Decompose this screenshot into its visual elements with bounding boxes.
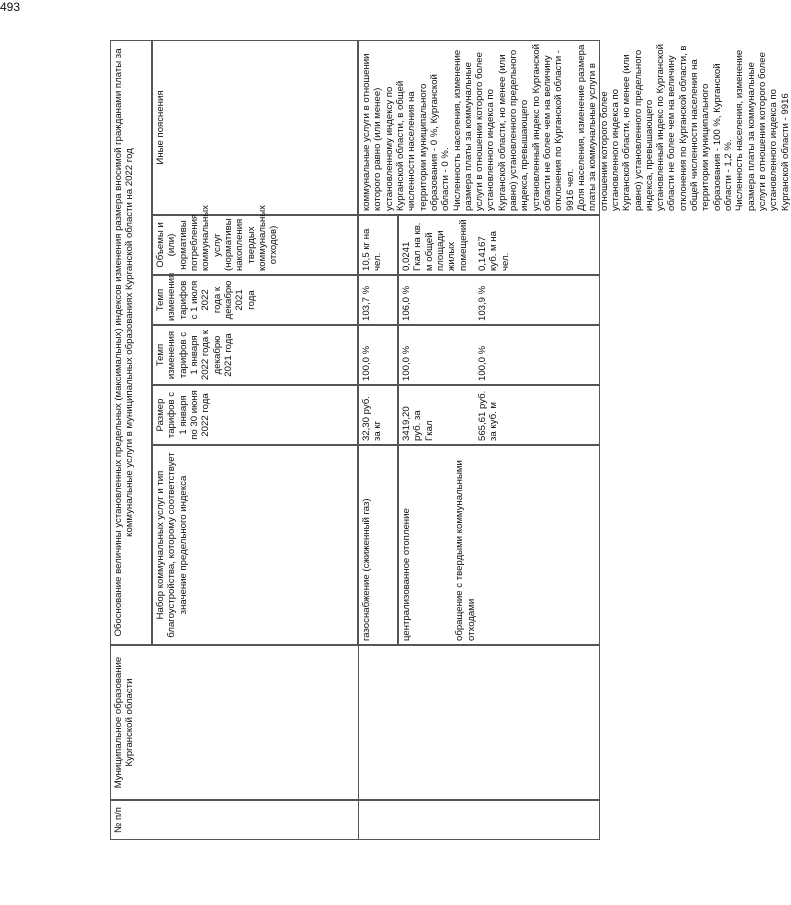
header-number: № п/п [110, 800, 600, 840]
header-municipality: Муниципальное образование Курганской области [110, 645, 600, 800]
row1-volume: 10,5 кг на чел. [358, 215, 398, 275]
justification-table [110, 40, 791, 840]
row2-volume: 0,0241 Гкал на кв. м общей площади жилых помещений [401, 219, 469, 271]
row2-3-rate-jul [398, 275, 600, 325]
header-group-title: Обоснование величины установленных предельных (максимальных) индексов изменения размера вносимой гражданами платы за коммунальные услуги в муниципальных образованиях Курганской области на 2022 год [110, 40, 152, 645]
header-rate-jan: Темп изменения тарифов с 1 января 2022 года к декабрю 2021 года [152, 325, 358, 385]
header-notes: Иные пояснения [152, 40, 358, 215]
body-number [358, 800, 600, 840]
row3-tariff-size: 565,61 руб. за куб. м [476, 390, 500, 441]
row1-rate-jul: 103,7 % [358, 275, 398, 325]
header-service: Набор коммунальных услуг и тип благоустройства, которому соответствует значение предельного индекса [152, 445, 358, 645]
row3-rate-jul: 103,9 % [477, 285, 489, 321]
row2-3-service [398, 445, 600, 645]
row3-rate-jan: 100,0 % [477, 345, 489, 381]
row1-service: газоснабжение (сжиженный газ) [358, 445, 398, 645]
row1-tariff-size: 32,30 руб. за кг [358, 385, 398, 445]
notes-paragraph-3: Доля населения, изменение размера платы за коммунальные услуги в отношении которого более установленного индекса по Курганской области, но менее (или равно) установленного предельного индекса, превышающего установленный индекс по Курганской области не более чем на величину отклонения по Курганской области, в общей численности населения на территории муниципального образования - 100 %, Курганской области - 1,2 %. [575, 44, 734, 211]
rotated-page [110, 40, 791, 860]
page-number: 493 [0, 0, 21, 14]
notes-paragraph-1: коммунальные услуги в отношении которого равно (или менее) установленному индексу по Курганской области, в общей численности населения на территории муниципального образования - 0 %, Курганской области - 0 %. [361, 53, 452, 211]
row3-service: обращение с твердыми коммунальными отходами [454, 460, 477, 641]
row3-volume: 0,14167 куб. м на чел. [476, 231, 511, 271]
header-rate-jul: Темп изменения тарифов с 1 июля 2022 года к декабрю 2021 года [152, 275, 358, 325]
row2-3-tariff-size [398, 385, 600, 445]
row2-3-rate-jan [398, 325, 600, 385]
body-municipality [358, 645, 600, 800]
notes-cell [358, 40, 791, 215]
row2-3-volume [398, 215, 600, 275]
row2-tariff-size: 3419,20 руб. за Гкал [401, 406, 435, 441]
row2-rate-jan: 100,0 % [401, 345, 412, 381]
header-tariff-size: Размер тарифов с 1 января по 30 июня 2022 года [152, 385, 358, 445]
notes-paragraph-2: Численность населения, изменение размера платы за коммунальные услуги в отношении которого более установленного индекса по Курганской области, но менее (или равно) установленного предельного индекса, превышающего установленный индекс по Курганской области не более чем на величину отклонения по Курганской области - 9916 чел. [451, 44, 576, 211]
row2-rate-jul: 106,0 % [401, 285, 412, 321]
row1-rate-jan: 100,0 % [358, 325, 398, 385]
header-volumes: Объемы и (или) нормативы потребления коммунальных услуг (нормативы накопления твердых коммунальных отходов) [152, 215, 358, 275]
notes-paragraph-4: Численность населения, изменение размера платы за коммунальные услуги в отношении которого более установленного индекса по Курганской области - 9916 [734, 49, 791, 211]
row2-service: централизованное отопление [401, 508, 412, 641]
